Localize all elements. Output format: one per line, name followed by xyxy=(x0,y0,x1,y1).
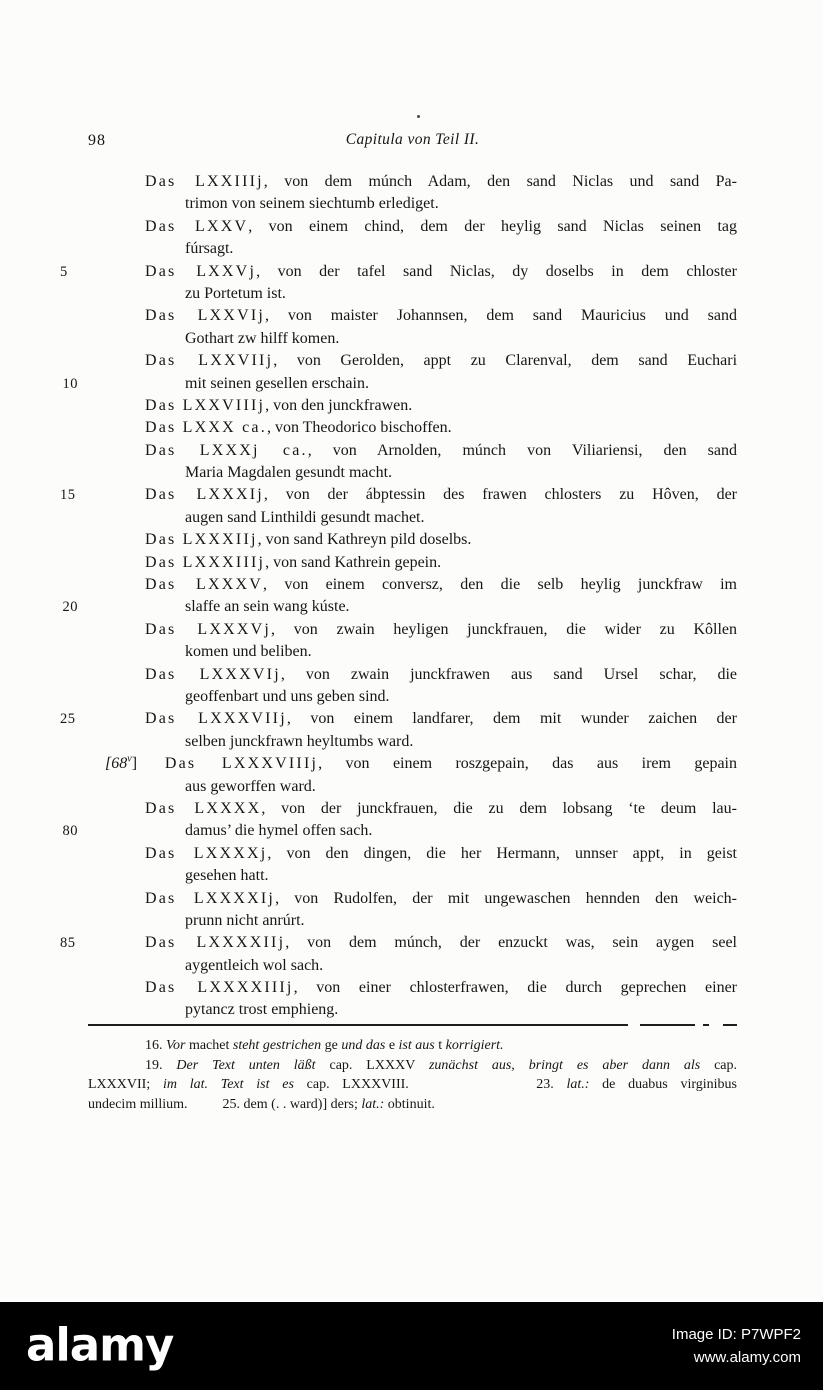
alamy-logo: alamy xyxy=(26,1318,174,1372)
text-line: Das LXXXVIj, von zwain junckfrawen aus sand Ursel schar, die xyxy=(145,665,737,683)
text-line: Das LXXXIIj, von sand Kathreyn pild doselbs. xyxy=(145,531,472,549)
print-artifact-dot xyxy=(417,115,420,118)
text-line: 5 Das LXXVj, von der tafel sand Niclas, dy doselbs in dem chloster xyxy=(105,261,737,283)
line-number: 80 xyxy=(62,823,78,840)
footnote-rule xyxy=(88,1024,737,1026)
text-line: 20 slaffe an sein wang kúste. xyxy=(105,596,737,618)
text-line: Maria Magdalen gesundt macht. xyxy=(185,464,393,482)
text-line: selben junckfrawn heyltumbs ward. xyxy=(185,732,414,750)
rule-segment xyxy=(640,1024,695,1026)
text-line: Das LXXVIj, von maister Johannsen, dem sand Mauricius und sand xyxy=(145,307,738,325)
text-line: Gothart zw hilff komen. xyxy=(185,329,340,347)
rule-segment xyxy=(703,1024,709,1026)
image-id: Image ID: P7WPF2 xyxy=(671,1326,801,1343)
line-number: 20 xyxy=(62,599,78,616)
text-line: 10 mit seinen gesellen erschain. xyxy=(105,373,737,395)
text-line: Das LXXXj ca., von Arnolden, múnch von Viliariensi, den sand xyxy=(145,441,738,459)
text-line: prunn nicht anrúrt. xyxy=(185,911,305,929)
running-head xyxy=(88,131,737,153)
text-line: Das LXXX ca., von Theodorico bischoffen. xyxy=(145,419,452,437)
text-line: trimon von seinem siechtumb erlediget. xyxy=(185,195,439,213)
line-number: 10 xyxy=(62,375,78,392)
text-line: gesehen hatt. xyxy=(185,867,269,885)
line-number: 25 xyxy=(60,711,76,728)
running-title: Capitula von Teil II. xyxy=(345,131,480,148)
text-line: Das LXXXV, von einem conversz, den die selb heylig junckfraw im xyxy=(145,576,737,594)
text-line: aus geworffen ward. xyxy=(185,777,316,795)
text-line: fúrsagt. xyxy=(185,240,234,258)
text-line: 85 Das LXXXXIIj, von dem múnch, der enzuckt was, sein aygen seel xyxy=(105,932,737,954)
footnote-line: LXXXVII; im lat. Text ist es cap. LXXXVIII. 23. lat.: de duabus virginibus xyxy=(88,1077,738,1092)
footnote-line: 19. Der Text unten läßt cap. LXXXV zunächst aus, bringt es aber dann als cap. xyxy=(145,1057,738,1073)
text-line: komen und beliben. xyxy=(185,643,312,661)
rule-segment xyxy=(88,1024,628,1026)
rule-segment xyxy=(723,1024,737,1026)
text-line: Das LXXVIIIj, von den junckfrawen. xyxy=(145,396,413,414)
line-number: 15 xyxy=(60,487,76,504)
text-line: aygentleich wol sach. xyxy=(185,956,324,974)
folio-marker: [68$^v$ xyxy=(105,753,132,773)
text-line: Das LXXVIIj, von Gerolden, appt zu Clarenval, dem sand Euchari xyxy=(145,352,738,370)
footnote-line: undecim millium. 25. dem (. . ward)] ders; lat.: obtinuit. xyxy=(88,1096,435,1112)
text-line: 15 Das LXXXIj, von der ábptessin des frawen chlosters zu Hôven, der xyxy=(105,484,737,506)
line-number: 5 xyxy=(60,263,68,280)
watermark-info xyxy=(672,1323,801,1369)
alamy-url: www.alamy.com xyxy=(693,1349,801,1366)
text-line: Das LXXXX, von der junckfrauen, die zu dem lobsang ‘te deum lau- xyxy=(145,799,737,817)
text-line: Das LXXIIIj, von dem múnch Adam, den sand Niclas und sand Pa- xyxy=(145,173,737,190)
text-line: Das LXXV, von einem chind, dem der heylig sand Niclas seinen tag xyxy=(145,217,738,235)
footnotes xyxy=(88,1036,737,1114)
line-number: 85 xyxy=(60,935,76,952)
text-line: 25 Das LXXXVIIj, von einem landfarer, dem mit wunder zaichen der xyxy=(105,708,737,730)
text-line: Das LXXXVj, von zwain heyligen junckfrauen, die wider zu Kôllen xyxy=(145,620,737,638)
text-line: Das LXXXXIj, von Rudolfen, der mit ungewaschen hennden den weich- xyxy=(145,889,737,907)
text-line: augen sand Linthildi gesundt machet. xyxy=(185,508,425,526)
text-line: [68$^v$] Das LXXXVIIIj, von einem roszgepain, das aus irem gepain xyxy=(105,753,737,773)
text-line: geoffenbart und uns geben sind. xyxy=(185,687,390,705)
page-number: 98 xyxy=(88,132,106,149)
watermark-bar xyxy=(0,1302,823,1390)
text-line: 80 damus’ die hymel offen sach. xyxy=(105,820,737,842)
footnote-line: 16. Vor machet steht gestrichen ge und das e ist aus t korrigiert. xyxy=(145,1038,504,1053)
text-line: Das LXXXXj, von den dingen, die her Hermann, unnser appt, in geist xyxy=(145,844,737,862)
text-line: Das LXXXXIIIj, von einer chlosterfrawen, die durch geprechen einer xyxy=(145,979,737,997)
text-line: pytancz trost emphieng. xyxy=(185,1001,339,1019)
text-block xyxy=(60,171,738,1022)
text-line: Das LXXXIIIj, von sand Kathrein gepein. xyxy=(145,553,442,571)
text-line: zu Portetum ist. xyxy=(185,284,286,302)
